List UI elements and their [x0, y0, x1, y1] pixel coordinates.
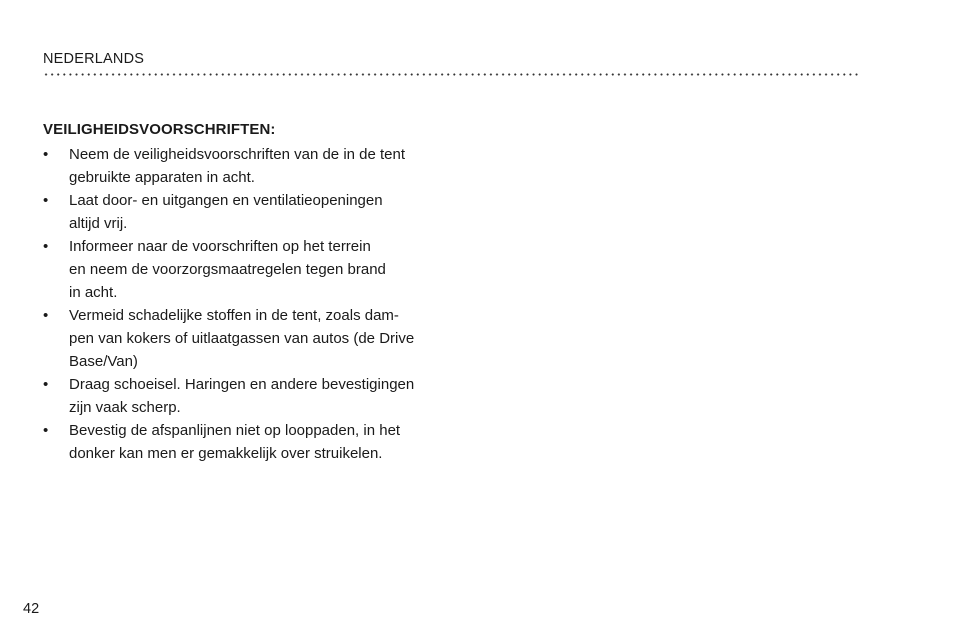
list-item-line: gebruikte apparaten in acht.	[69, 169, 255, 186]
list-item-line: zijn vaak scherp.	[69, 399, 181, 416]
list-item-line: Bevestig de afspanlijnen niet op looppaden, in het	[69, 422, 401, 439]
bullet-icon: •	[43, 376, 49, 393]
list-item	[43, 304, 453, 373]
list-item-line: pen van kokers of uitlaatgassen van autos (de Drive	[69, 330, 415, 347]
list-item-line: donker kan men er gemakkelijk over struikelen.	[69, 445, 383, 462]
list-item-line: Vermeid schadelijke stoffen in de tent, zoals dam-	[69, 307, 399, 324]
list-item	[43, 235, 453, 304]
list-item-line: Laat door- en uitgangen en ventilatieopeningen	[69, 192, 383, 209]
list-item-line: in acht.	[69, 284, 118, 301]
bullet-icon: •	[43, 422, 49, 439]
dotted-divider	[43, 73, 860, 76]
list-item-line: Neem de veiligheidsvoorschriften van de in de tent	[69, 146, 406, 163]
page-header-language: NEDERLANDS	[43, 51, 145, 67]
safety-section	[43, 120, 453, 465]
safety-rules-list	[43, 143, 453, 465]
page-number: 42	[23, 601, 40, 617]
bullet-icon: •	[43, 238, 49, 255]
list-item-line: Informeer naar de voorschriften op het terrein	[69, 238, 371, 255]
bullet-icon: •	[43, 146, 49, 163]
bullet-icon: •	[43, 192, 49, 209]
section-title: VEILIGHEIDSVOORSCHRIFTEN:	[43, 121, 276, 138]
list-item-line: Base/Van)	[69, 353, 138, 370]
list-item	[43, 419, 453, 465]
bullet-icon: •	[43, 307, 49, 324]
list-item-line: altijd vrij.	[69, 215, 128, 232]
list-item	[43, 143, 453, 189]
list-item-line: en neem de voorzorgsmaatregelen tegen brand	[69, 261, 386, 278]
list-item	[43, 373, 453, 419]
list-item-line: Draag schoeisel. Haringen en andere bevestigingen	[69, 376, 415, 393]
list-item	[43, 189, 453, 235]
